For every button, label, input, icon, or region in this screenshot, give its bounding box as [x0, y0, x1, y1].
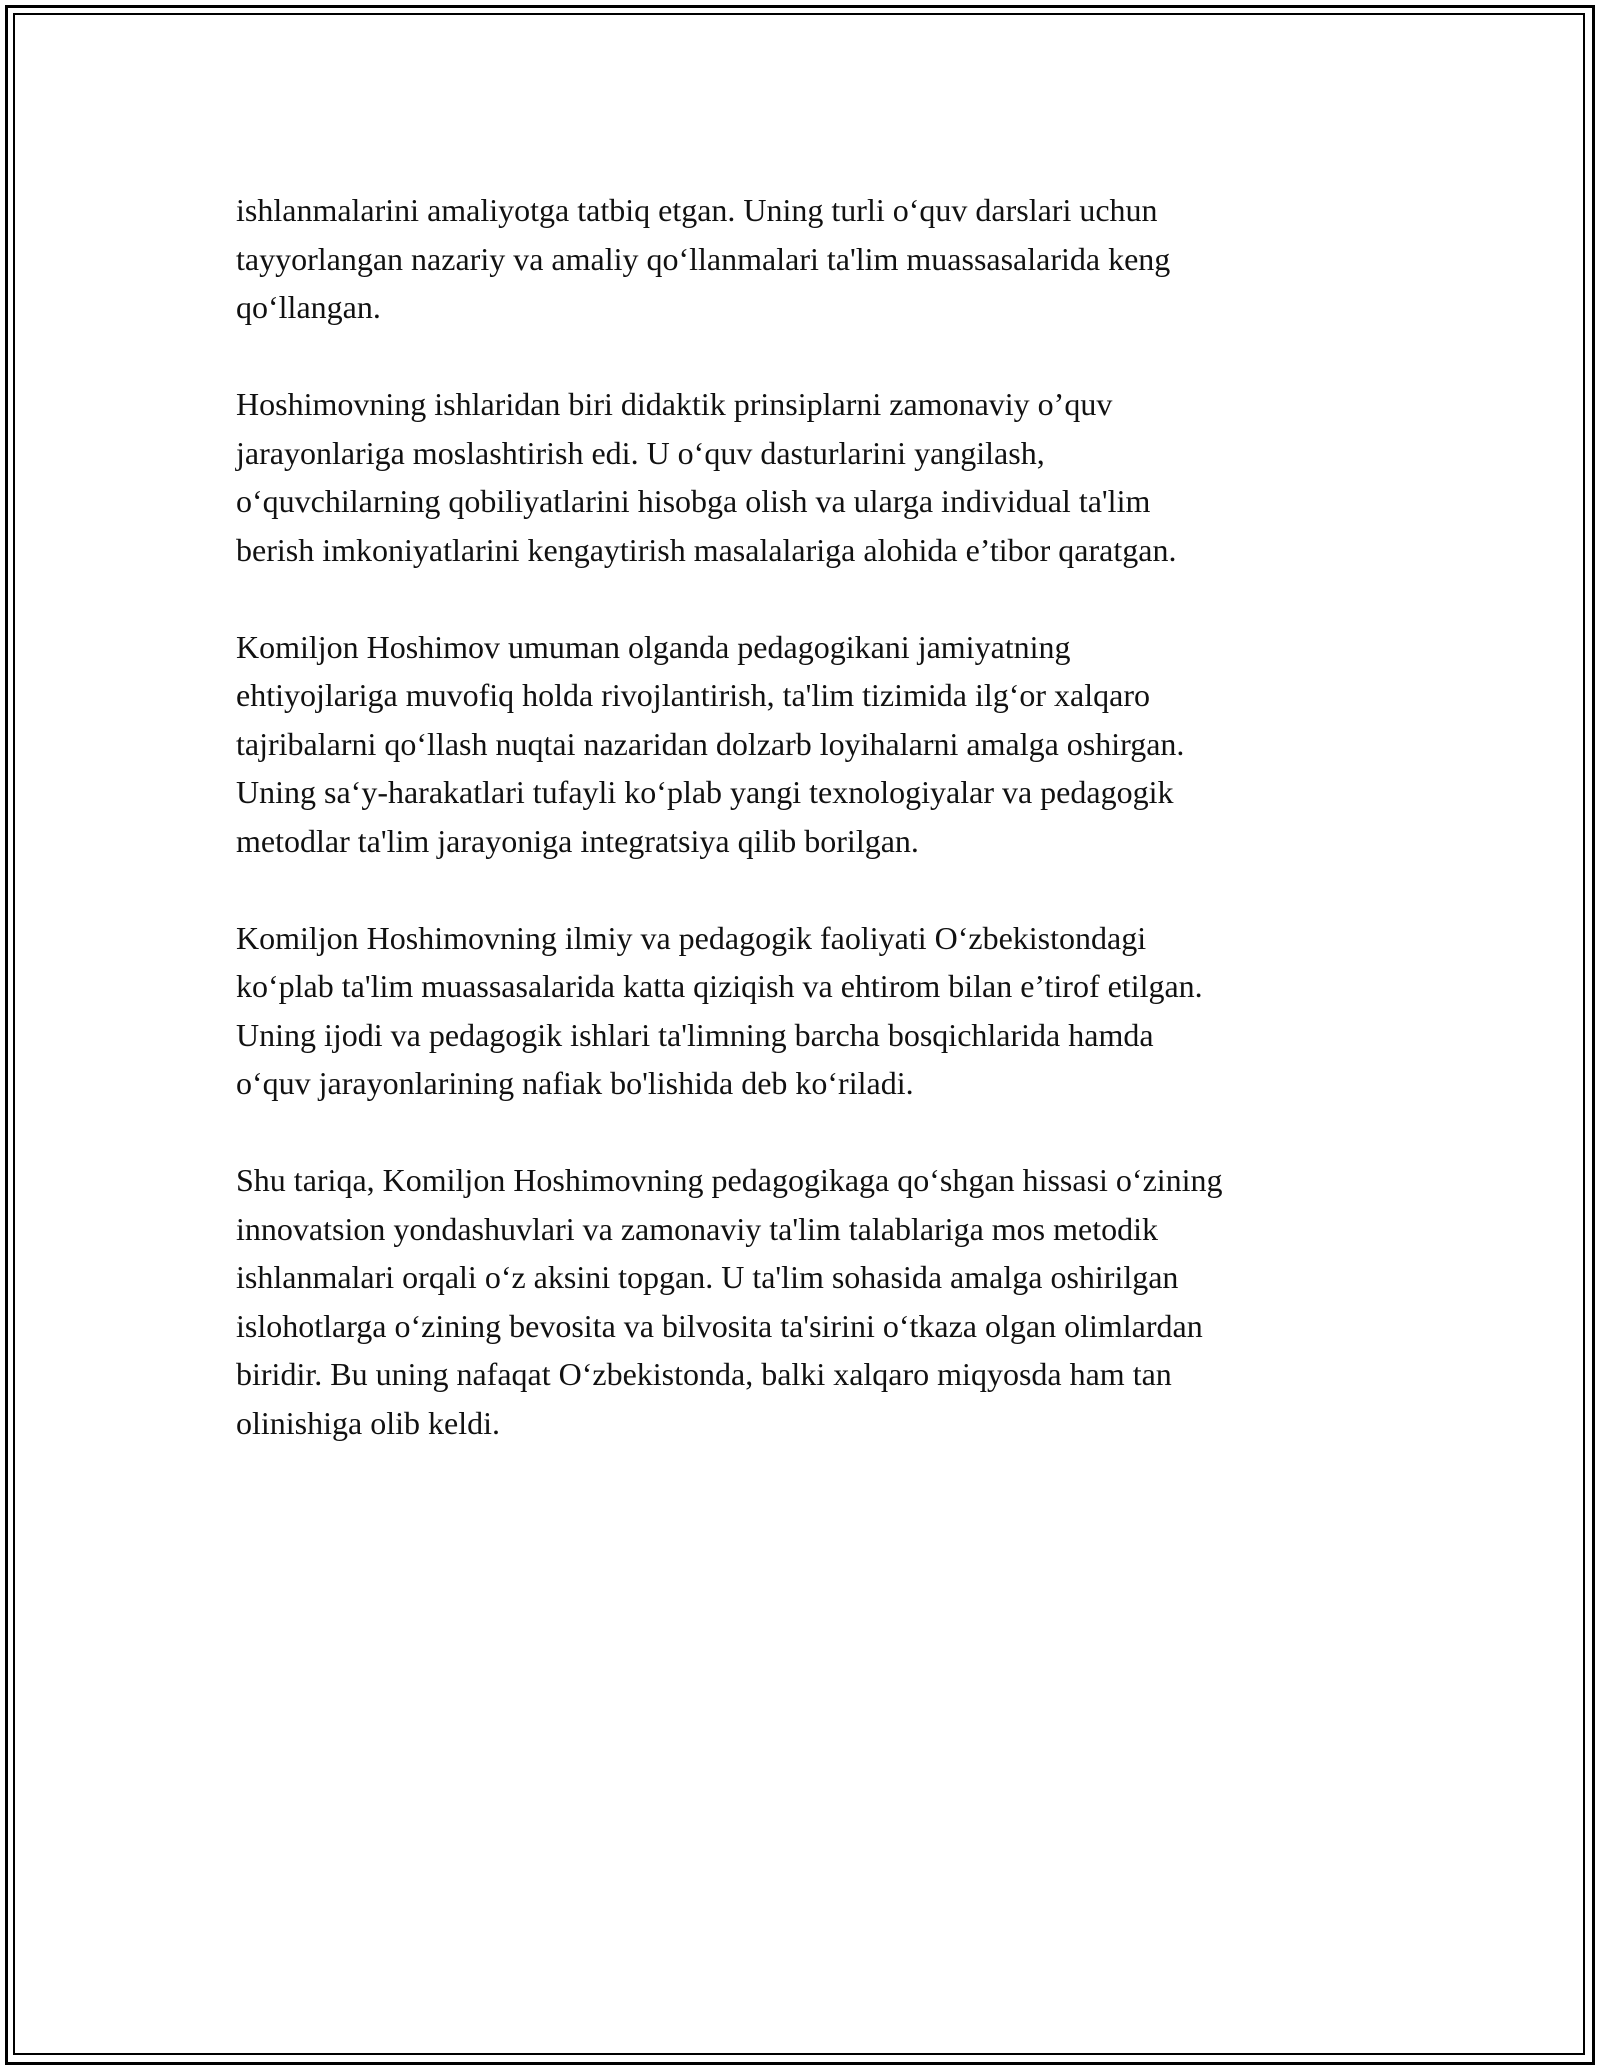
- text-line: Hoshimovning ishlaridan biri didaktik prinsiplarni zamonaviy o’quv: [236, 386, 1113, 422]
- text-line: ishlanmalarini amaliyotga tatbiq etgan. Uning turli o‘quv darslari uchun: [236, 192, 1158, 228]
- text-line: o‘quv jarayonlarining nafiak bo'lishida deb ko‘riladi.: [236, 1065, 914, 1101]
- text-line: ko‘plab ta'lim muassasalarida katta qiziqish va ehtirom bilan e’tirof etilgan.: [236, 968, 1203, 1004]
- text-line: ishlanmalari orqali o‘z aksini topgan. U ta'lim sohasida amalga oshirilgan: [236, 1259, 1179, 1295]
- paragraph-4: [236, 914, 1386, 1108]
- text-line: jarayonlariga moslashtirish edi. U o‘quv dasturlarini yangilash,: [236, 434, 1045, 471]
- text-line: o‘quvchilarning qobiliyatlarini hisobga olish va ularga individual ta'lim: [236, 483, 1151, 519]
- text-line: qo‘llangan.: [236, 289, 381, 325]
- text-line: tayyorlangan nazariy va amaliy qo‘llanmalari ta'lim muassasalarida keng: [236, 240, 1171, 277]
- paragraph-3: [236, 623, 1386, 866]
- text-line: Komiljon Hoshimovning ilmiy va pedagogik faoliyati O‘zbekistondagi: [236, 919, 1147, 956]
- text-line: ehtiyojlariga muvofiq holda rivojlantirish, ta'lim tizimida ilg‘or xalqaro: [236, 677, 1150, 713]
- text-line: berish imkoniyatlarini kengaytirish masalalariga alohida e’tibor qaratgan.: [236, 531, 1177, 568]
- text-line: Shu tariqa, Komiljon Hoshimovning pedagogikaga qo‘shgan hissasi o‘zining: [236, 1162, 1223, 1198]
- text-line: Komiljon Hoshimov umuman olganda pedagogikani jamiyatning: [236, 628, 1071, 665]
- text-line: metodlar ta'lim jarayoniga integratsiya qilib borilgan.: [236, 822, 919, 859]
- text-line: islohotlarga o‘zining bevosita va bilvosita ta'sirini o‘tkaza olgan olimlardan: [236, 1307, 1203, 1344]
- text-line: tajribalarni qo‘llash nuqtai nazaridan dolzarb loyihalarni amalga oshirgan.: [236, 725, 1185, 762]
- paragraph-2: [236, 380, 1386, 574]
- text-line: biridir. Bu uning nafaqat O‘zbekistonda, balki xalqaro miqyosda ham tan: [236, 1356, 1172, 1392]
- text-line: olinishiga olib keldi.: [236, 1404, 500, 1441]
- paragraph-1: [236, 186, 1386, 332]
- text-line: Uning sa‘y-harakatlari tufayli ko‘plab yangi texnologiyalar va pedagogik: [236, 774, 1174, 810]
- text-line: innovatsion yondashuvlari va zamonaviy ta'lim talablariga mos metodik: [236, 1210, 1158, 1247]
- document-body: [236, 186, 1386, 1496]
- paragraph-5: [236, 1156, 1386, 1447]
- text-line: Uning ijodi va pedagogik ishlari ta'limning barcha bosqichlarida hamda: [236, 1016, 1154, 1053]
